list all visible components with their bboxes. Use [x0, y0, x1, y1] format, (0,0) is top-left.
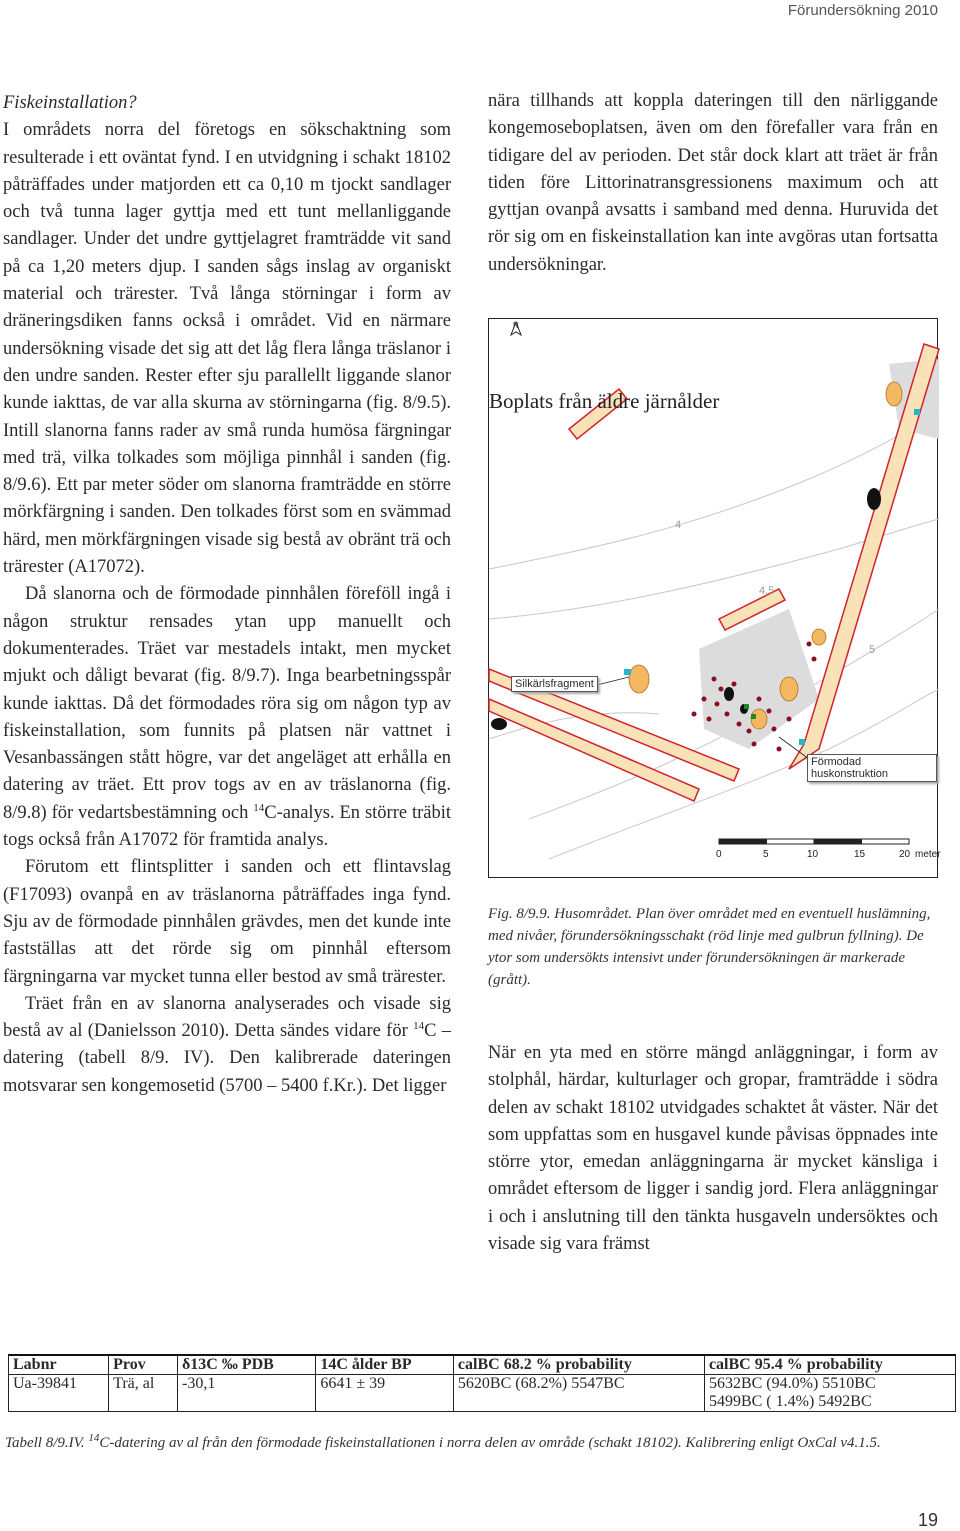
right-column-top — [488, 88, 938, 279]
figure-caption: Fig. 8/9.9. Husområdet. Plan över området med en eventuell huslämning, med nivåer, förundersökningsschakt (röd linje med gulbrun fyllning). De ytor som undersökts intensivt under förundersökningen är markerade (grått). — [488, 906, 931, 988]
table-cell: Ua-39841 — [9, 1375, 109, 1412]
paragraph-4-end: C –datering (tabell 8/9. IV). Den kalibrerade dateringen motsvarar sen kongemosetid (5700 – 5400 f.Kr.). Det ligger — [3, 1021, 451, 1096]
c14-superscript: 14 — [253, 801, 265, 814]
table-cell-line: 5499BC ( 1.4%) 5492BC — [708, 1393, 872, 1410]
scale-label: 10 — [807, 849, 819, 860]
scale-label: 0 — [716, 849, 722, 860]
paragraph-3: Förutom ett flintsplitter i sanden och ett flintavslag (F17093) ovanpå en av träslanorna påträffades inga fynd. Sju av de förmodade pinnhålen grävdes, men det kunde inte fastställas att det rörde sig om pinnhål eftersom färgningarna var mycket tunna eller bestod av små trärester. — [3, 857, 451, 987]
paragraph-4 — [3, 991, 451, 1100]
site-plan-map — [488, 318, 941, 878]
table-header-cell: 14C ålder BP — [316, 1355, 454, 1375]
contour-label: 4,5 — [759, 585, 775, 597]
table-caption — [5, 1432, 945, 1454]
table-header-cell: Prov — [109, 1355, 178, 1375]
table-header-row — [9, 1355, 956, 1375]
c14-superscript: 14 — [88, 1432, 100, 1444]
dating-table — [8, 1354, 956, 1412]
north-arrow-icon — [509, 321, 519, 330]
section-heading: Fiskeinstallation? — [3, 93, 137, 113]
table-cell: 6641 ± 39 — [316, 1375, 454, 1412]
paragraph-2-text: Då slanorna och de förmodade pinnhålen föreföll ingå i någon struktur rensades ytan upp manuellt och dokumenterades. Träet var mestadels intakt, men mycket mjukt och dåligt bevarat (fig. 8/9.7). Inga bearbetningsspår kunde iakttas. Då det förmodades röra sig om någon typ av fiskeinstallation, som funnits på platsen när vattnet i Vesanbassängen stått högre, var det angeläget att erhålla en datering av träet. Ett prov togs av en av träslanorna (fig. 8/9.8) för vedartsbestämning och — [3, 584, 451, 823]
table-header-cell: calBC 68.2 % probability — [453, 1355, 704, 1375]
contour-label: 4 — [675, 519, 682, 531]
table-cell: -30,1 — [177, 1375, 315, 1412]
north-label: N — [513, 321, 519, 330]
scale-label: meter — [915, 849, 941, 860]
table-caption-label: Tabell 8/9.IV. — [5, 1435, 85, 1451]
paragraph-2 — [3, 581, 451, 854]
paragraph-right-bottom: När en yta med en större mängd anläggningar, i form av stolphål, härdar, kulturlager och gropar, framträdde i södra delen av schakt 18102 utvidgades schaktet åt väster. När det som uppfattas som en husgavel kunde påvisas öppnades inte större ytor, emedan anläggningarna är mycket känsliga i området eftersom de ligger i sandig jord. Flera anläggningar i och i anslutning till den tänkta husgaveln undersöktes och visade sig vara främst — [488, 1043, 938, 1255]
table-cell — [704, 1375, 955, 1412]
left-column — [3, 90, 451, 1100]
table-header-cell: Labnr — [9, 1355, 109, 1375]
right-column-bottom — [488, 1040, 938, 1258]
contour-label: 5 — [869, 644, 876, 656]
map-title: Boplats från äldre järnålder — [489, 389, 720, 413]
paragraph-1: I områdets norra del företogs en sökschaktning som resulterade i ett oväntat fynd. I en utvidgning i schakt 18102 påträffades under matjorden ett ca 0,10 m tjockt sandlager och två tunna lager gyttja med ett tunt mellanliggande sandlager. Under det undre gyttjelagret framträdde vit sand på ca 1,20 meters djup. I sanden sågs inslag av organiskt material och trärester. Två långa störningar i form av dräneringsdiken fanns också i området. Vid en närmare undersökning visade det sig att det låg flera långa träslanor i den undre sanden. Rester efter sju parallellt liggande slanor kunde iakttas, de var alla skurna av störningarna (fig. 8/9.5). Intill slanorna fanns rader av små runda humösa färgningar med trä, vilka tolkades som möjliga pinnhål i sanden (fig. 8/9.6). Ett par meter söder om slanorna framträdde en större mörkfärgning i sanden. Den tolkades först som en svämmad härd, men mörkfärgningen visade sig bestå av obränt trä och trärester (A17072). — [3, 120, 451, 578]
paragraph-4-text: Träet från en av slanorna analyserades och visade sig bestå av al (Danielsson 2010). Detta sändes vidare för — [3, 993, 451, 1042]
label-silkarlsfragment: Silkärlsfragment — [511, 676, 598, 692]
table-cell-line: 5632BC (94.0%) 5510BC — [708, 1375, 876, 1392]
table-cell: 5620BC (68.2%) 5547BC — [453, 1375, 704, 1412]
scale-label: 20 — [899, 849, 911, 860]
running-head: Förundersökning 2010 — [787, 2, 938, 19]
page-number: 19 — [917, 1510, 938, 1530]
scale-label: 5 — [763, 849, 769, 860]
table-row — [9, 1375, 956, 1412]
table-header-cell: δ13C ‰ PDB — [177, 1355, 315, 1375]
label-huskonstruktion: Förmodad huskonstruktion — [807, 754, 937, 782]
table-caption-text: C-datering av al från den förmodade fiskeinstallationen i norra delen av område (schakt 18102). Kalibrering enligt OxCal v4.1.5. — [99, 1435, 881, 1451]
scale-label: 15 — [854, 849, 866, 860]
table-cell: Trä, al — [109, 1375, 178, 1412]
c14-superscript: 14 — [413, 1019, 425, 1032]
paragraph-2-end: C-analys. En större träbit togs också från A17072 för framtida analys. — [3, 802, 452, 851]
table-header-cell: calBC 95.4 % probability — [704, 1355, 955, 1375]
paragraph-right-top: nära tillhands att koppla dateringen till den närliggande kongemoseboplatsen, även om den förefaller vara från en tidigare del av perioden. Det står dock klart att träet är från tiden före Littorinatransgressionens maximum och att gyttjan ovanpå avsatts i samband med denna. Huruvida det rör sig om en fiskeinstallation kan inte avgöras utan fortsatta undersökningar. — [488, 91, 938, 275]
